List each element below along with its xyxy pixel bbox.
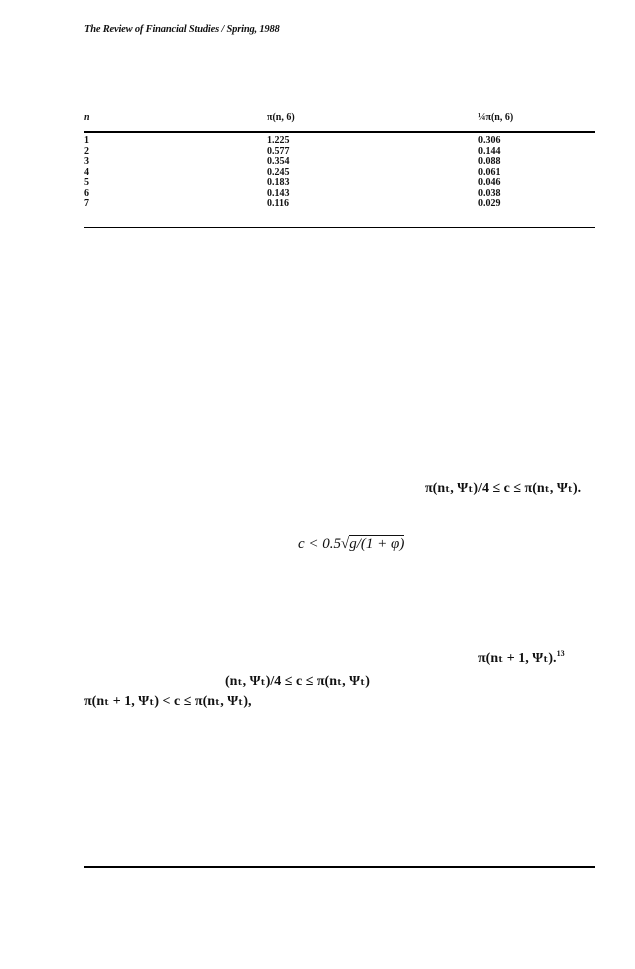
equation-4: (nₜ, Ψₜ)/4 ≤ c ≤ π(nₜ, Ψₜ) [225, 674, 370, 689]
cell-quarter-pi: 0.029 [478, 198, 501, 209]
table-top-rule [84, 131, 595, 133]
cell-quarter-pi: 0.046 [478, 177, 501, 188]
cell-pi: 0.354 [267, 156, 290, 167]
cell-quarter-pi: 0.088 [478, 156, 501, 167]
cell-n: 2 [84, 145, 89, 157]
equation-2-radicand: g/(1 + φ) [349, 536, 405, 552]
table-bottom-rule [84, 227, 595, 228]
running-header: The Review of Financial Studies / Spring, 1988 [84, 24, 280, 35]
cell-quarter-pi: 0.038 [478, 187, 501, 199]
cell-n: 3 [84, 156, 89, 167]
column-header-pi: π(n, 6) [267, 112, 295, 123]
equation-1: π(nₜ, Ψₜ)/4 ≤ c ≤ π(nₜ, Ψₜ). [425, 481, 582, 496]
cell-quarter-pi: 0.144 [478, 145, 501, 157]
column-header-quarter-pi: ¼π(n, 6) [478, 112, 514, 123]
footnote-separator-rule [84, 866, 595, 868]
cell-n: 4 [84, 166, 89, 178]
cell-n: 5 [84, 177, 89, 188]
cell-pi: 0.577 [267, 145, 290, 157]
equation-5: π(nₜ + 1, Ψₜ) < c ≤ π(nₜ, Ψₜ), [84, 694, 252, 709]
equation-3-body: π(nₜ + 1, Ψₜ). [478, 651, 557, 666]
equation-3 [478, 649, 565, 667]
cell-pi: 0.143 [267, 187, 290, 199]
cell-n: 7 [84, 198, 89, 209]
sqrt-icon: √ [341, 536, 350, 552]
cell-n: 6 [84, 187, 89, 199]
footnote-marker[interactable]: 13 [556, 649, 565, 658]
cell-quarter-pi: 0.306 [478, 135, 501, 146]
equation-2-prefix: c < 0.5 [298, 536, 342, 552]
cell-pi: 0.183 [267, 177, 290, 188]
column-header-n: n [84, 112, 90, 123]
cell-pi: 0.245 [267, 166, 290, 178]
cell-pi: 1.225 [267, 135, 290, 146]
cell-pi: 0.116 [267, 198, 289, 209]
cell-quarter-pi: 0.061 [478, 166, 501, 178]
equation-2 [298, 536, 404, 553]
cell-n: 1 [84, 135, 89, 146]
